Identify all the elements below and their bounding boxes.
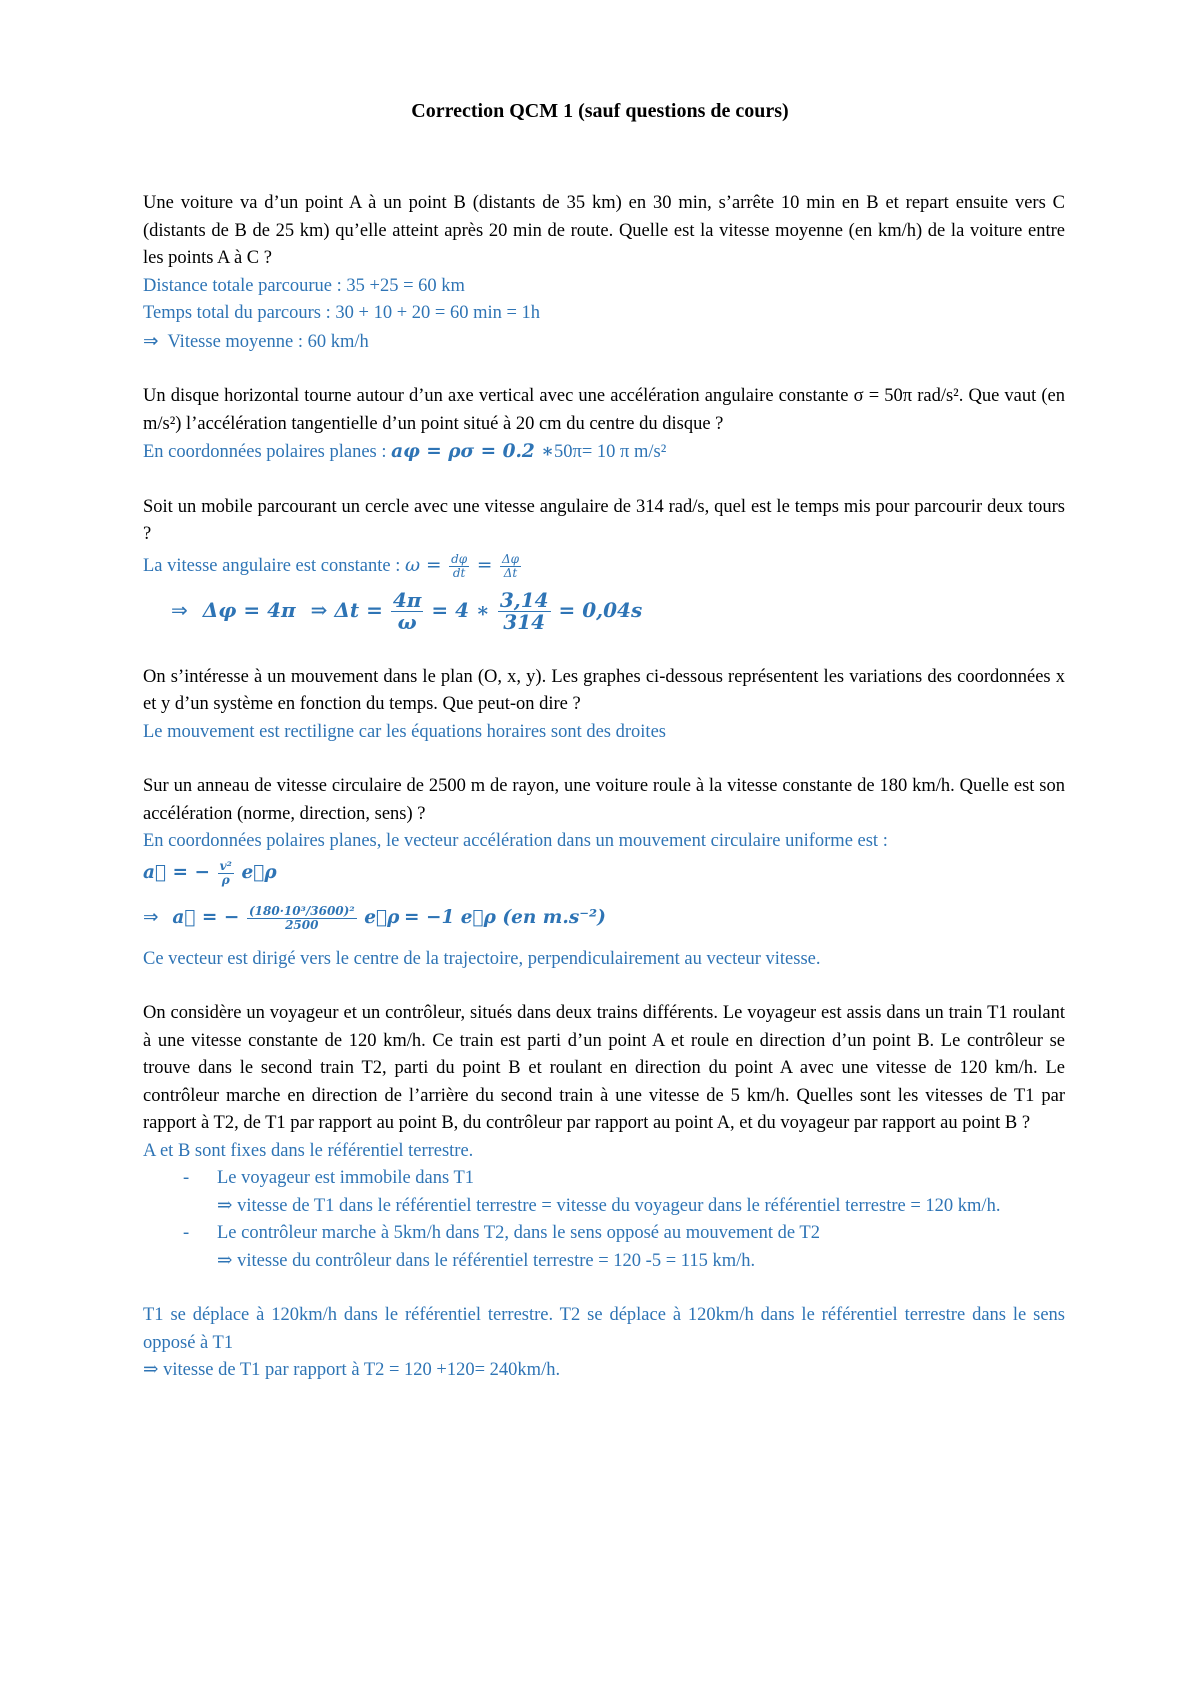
q6-question: On considère un voyageur et un contrôleur, situés dans deux trains différents. Le voyageur est assis dans un train T1 roulant à une vitesse constante de 120 km/h. Ce train est parti d’un point A et roule en direction d’un point B. Le contrôleur se trouve dans le second train T2, parti du point B et roulant en direction du point A avec une vitesse de 120 km/h. Le contrôleur marche en direction de l’arrière du second train à une vitesse de 5 km/h. Quelles sont les vitesses de T1 par rapport à T2, de T1 par rapport au point B, du contrôleur par rapport au point A, et du voyageur par rapport au point B ? (143, 1003, 1065, 1133)
bullet-dash: - (183, 1168, 190, 1188)
frac-denominator: 314 (503, 610, 546, 635)
frac-numerator: 3,14 (499, 588, 549, 613)
q1-question: Une voiture va d’un point A à un point B (distants de 35 km) en 30 min, s’arrête 10 min en B et repart ensuite vers C (distants de B de 25 km) qu’elle atteint après 20 min de route. Quelle est la vitesse moyenne (en km/h) de la voiture entre les points A à C ? (143, 193, 1065, 268)
q5-e-rho2: e⃗ρ (364, 906, 400, 928)
q6-fixed: A et B sont fixes dans le référentiel terrestre. (143, 1140, 474, 1161)
q5-conclusion: Ce vecteur est dirigé vers le centre de la trajectoire, perpendiculairement au vecteur vitesse. (143, 948, 821, 969)
q1-result (143, 328, 1065, 357)
q2-suffix: 50π= 10 π m/s² (553, 442, 667, 462)
q6-bullet-2 (143, 1220, 1065, 1248)
q6-bullet-1 (143, 1165, 1065, 1193)
q4-answer: Le mouvement est rectiligne car les équations horaires sont des droites (143, 721, 666, 742)
q1-distance: Distance totale parcourue : 35 +25 = 60 km (143, 275, 465, 296)
q3-frac-dphi-dt (449, 553, 469, 579)
q3-omega: ω = (405, 554, 442, 576)
q5-frac-value (247, 905, 357, 931)
q1-time: Temps total du parcours : 30 + 10 + 20 = 60 min = 1h (143, 303, 541, 323)
q1-result-text: Vitesse moyenne : 60 km/h (167, 331, 369, 352)
q6-t1-t2: T1 se déplace à 120km/h dans le référentiel terrestre. T2 se déplace à 120km/h dans le référentiel terrestre dans le sens opposé à T1 (143, 1305, 1065, 1353)
implies-arrow-icon: ⇒ (171, 597, 188, 622)
q3-prefix: La vitesse angulaire est constante : (143, 555, 401, 576)
document-body (143, 190, 1065, 1385)
frac-numerator: v² (219, 859, 232, 874)
q6-bullet-1-text: Le voyageur est immobile dans T1 (217, 1168, 475, 1188)
frac-denominator: 2500 (285, 917, 319, 932)
q5-intro: En coordonnées polaires planes, le vecteur accélération dans un mouvement circulaire uniforme est : (143, 831, 888, 851)
frac-numerator: (180·10³/3600)² (249, 904, 355, 919)
q5-a-eq2: a⃗ = − (172, 906, 240, 928)
q3-eq: = (476, 554, 493, 576)
frac-numerator: dφ (451, 552, 468, 567)
q5-question: Sur un anneau de vitesse circulaire de 2500 m de rayon, une voiture roule à la vitesse constante de 180 km/h. Quelle est son accélération (norme, direction, sens) ? (143, 776, 1065, 824)
q5-e-rho: e⃗ρ (241, 861, 277, 883)
q3-question: Soit un mobile parcourant un cercle avec une vitesse angulaire de 314 rad/s, quel est le temps mis pour parcourir deux tours ? (143, 496, 1065, 544)
q6-bullet-1-result: ⇒ vitesse de T1 dans le référentiel terrestre = vitesse du voyageur dans le référentiel terrestre = 120 km/h. (217, 1195, 1001, 1216)
frac-numerator: Δφ (501, 552, 520, 567)
q2-prefix: En coordonnées polaires planes : (143, 442, 387, 462)
implies-arrow-icon: ⇒ (143, 906, 159, 928)
q3-frac-314 (498, 590, 551, 633)
q3-frac-4pi-omega (391, 590, 424, 633)
q5-result: = −1 e⃗ρ (en m.s⁻²) (404, 906, 606, 928)
frac-denominator: Δt (503, 565, 518, 580)
q5-frac-v2-rho (218, 860, 234, 886)
q3-dt-eq: ⇒ Δt = (310, 597, 383, 622)
q3-answer-line1 (143, 549, 1065, 583)
q5-computation-line (143, 890, 1065, 946)
bullet-dash: - (183, 1223, 190, 1243)
q2-question: Un disque horizontal tourne autour d’un axe vertical avec une accélération angulaire constante σ = 50π rad/s². Que vaut (en m/s²) l’accélération tangentielle d’un point situé à 20 cm du centre du disque ? (143, 386, 1065, 434)
q3-dphi-eq: Δφ = 4π (202, 597, 296, 622)
frac-numerator: 4π (392, 588, 422, 613)
q4-question: On s’intéresse à un mouvement dans le plan (O, x, y). Les graphes ci-dessous représentent les variations des coordonnées x et y d’un système en fonction du temps. Que peut-on dire ? (143, 666, 1065, 714)
q3-result: = 0,04s (558, 597, 643, 622)
q3-answer-line2 (143, 583, 1065, 637)
frac-denominator: ω (397, 610, 417, 635)
q3-times: = 4 ∗ (431, 597, 490, 622)
q5-a-eq: a⃗ = − (143, 861, 210, 883)
implies-arrow-icon: ⇒ (143, 330, 159, 352)
q6-bullet-2-text: Le contrôleur marche à 5km/h dans T2, dans le sens opposé au mouvement de T2 (217, 1223, 820, 1243)
q6-final: ⇒ vitesse de T1 par rapport à T2 = 120 +120= 240km/h. (143, 1360, 561, 1380)
q2-formula: aφ = ρσ = 0.2 ∗ (391, 441, 554, 462)
q6-bullet-2-result: ⇒ vitesse du contrôleur dans le référentiel terrestre = 120 -5 = 115 km/h. (217, 1250, 756, 1271)
q5-formula-line (143, 856, 1065, 890)
q2-answer (143, 438, 1065, 467)
page-title: Correction QCM 1 (sauf questions de cours) (411, 100, 789, 122)
frac-denominator: ρ (221, 872, 230, 887)
q3-frac-Dphi-Dt (500, 553, 521, 579)
frac-denominator: dt (452, 565, 466, 580)
